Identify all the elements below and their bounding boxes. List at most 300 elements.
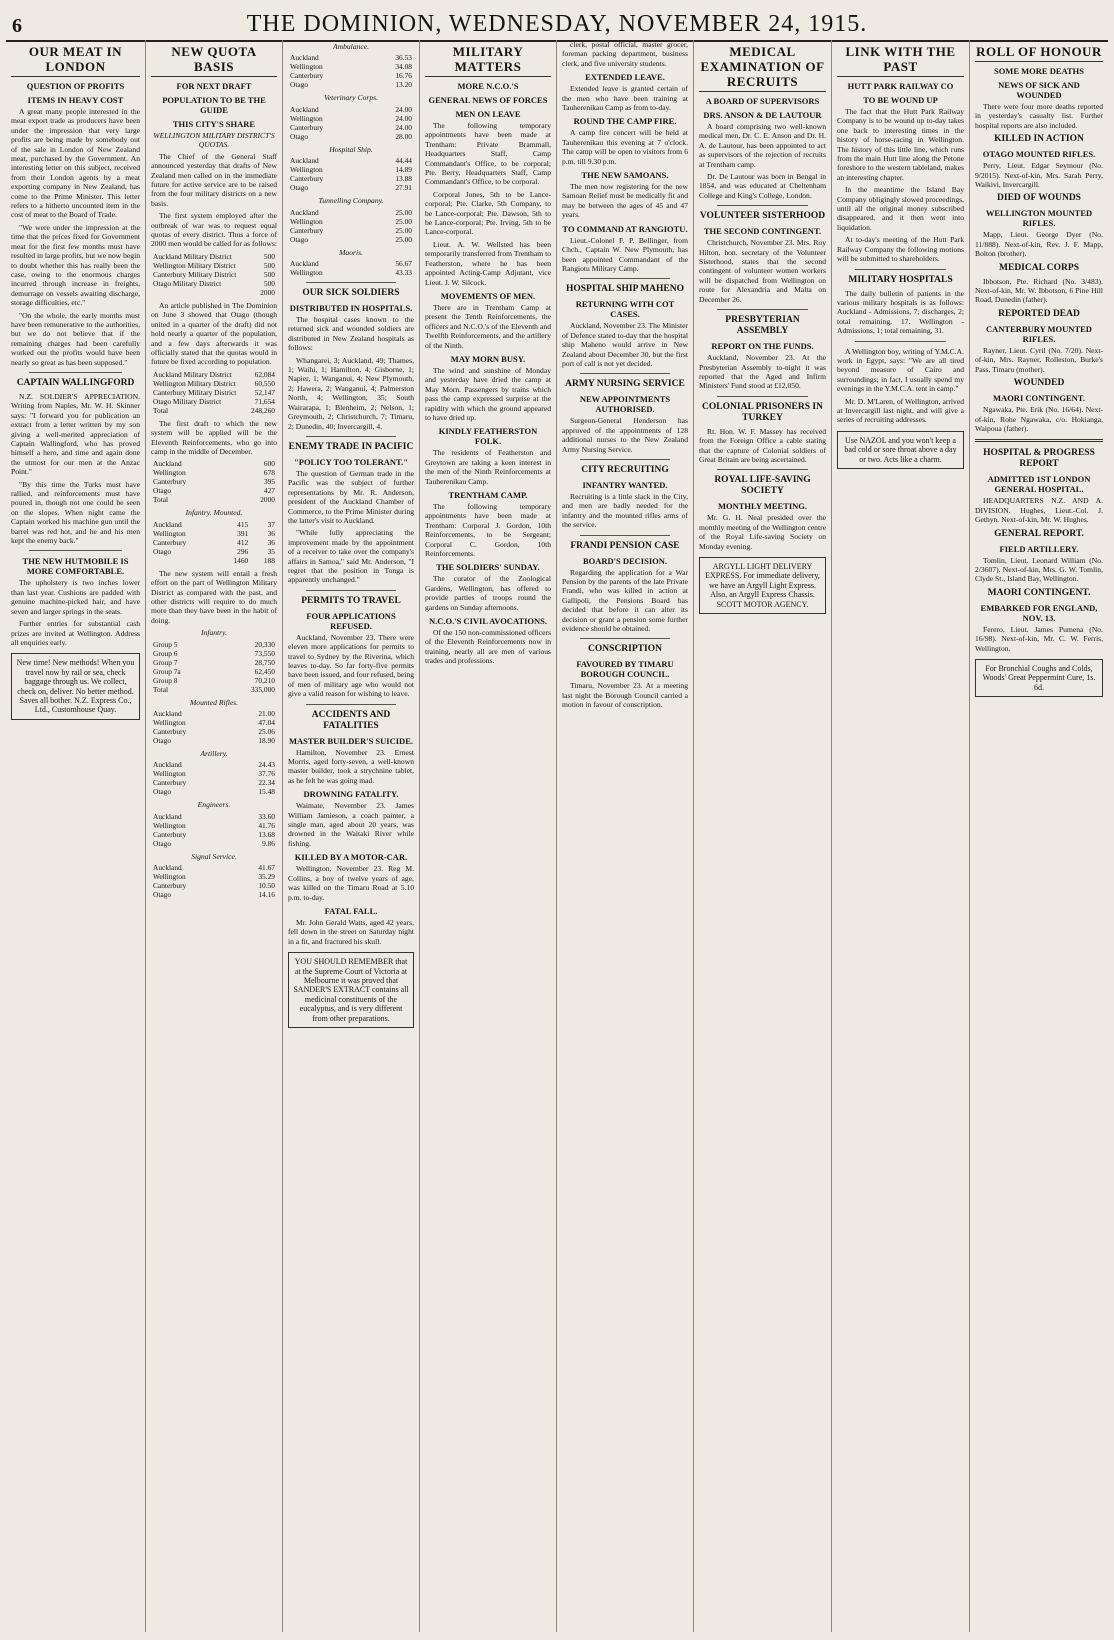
table-cell: 2000 bbox=[260, 287, 275, 297]
table-cell: 25.00 bbox=[395, 207, 412, 217]
table-row bbox=[151, 538, 277, 547]
table-cell: 24.43 bbox=[258, 760, 275, 770]
table-cell: 20,330 bbox=[254, 639, 275, 649]
paragraph: An article published in The Dominion on June 3 showed that Otago (though united in a quarter of the draft) did not hold nearly a quarter of the population, and a few days afterwards it was officially stated that the quotas would in future be fixed according to population. bbox=[151, 300, 277, 367]
table-cell: 391 bbox=[237, 528, 249, 538]
paragraph: Regarding the application for a War Pension by the parents of the late Private Frandi, who was killed in action at Gallipoli, the Pensions Board has decided that before it can alter its decision or grant a pension some further evidence should be obtained. bbox=[562, 567, 688, 634]
table-row bbox=[288, 156, 414, 165]
table-cell: 21.00 bbox=[258, 709, 275, 718]
paragraph: The hospital cases known to the returned sick and wounded soldiers are distributed in New Zealand hospitals as follows: bbox=[288, 315, 414, 353]
paragraph: Rayner, Lieut. Cyril (No. 7/20). Next-of-kin, Mrs. Rayner, Rolleston, Burke's Pass, Timaru (mother). bbox=[975, 345, 1103, 374]
subheadline: FATAL FALL. bbox=[324, 905, 378, 916]
headline: KILLED IN ACTION bbox=[994, 134, 1084, 145]
paragraph: The residents of Featherston and Greytown are taking a keen interest in the men of the Ninth Reinforcements at Tauherenikau Camp. bbox=[425, 448, 551, 486]
paragraph: At to-day's meeting of the Hutt Park Railway Company the following motions will be submitted to shareholders. bbox=[837, 235, 964, 264]
table-cell: Auckland bbox=[153, 760, 182, 770]
paragraph: Auckland, November 23. At the Presbyterian Assembly to-night it was reported that the Aged and Infirm Ministers' Fund stood at £12,050. bbox=[699, 353, 826, 391]
table-cell: 24.00 bbox=[395, 122, 412, 132]
subheadline: ITEMS IN HEAVY COST bbox=[27, 95, 124, 105]
table-cell: Auckland bbox=[153, 863, 182, 873]
masthead bbox=[6, 0, 1108, 42]
table-row bbox=[151, 379, 277, 388]
headline: MEDICAL EXAMINATION OF RECRUITS bbox=[699, 44, 826, 92]
subheadline: THIS CITY'S SHARE bbox=[172, 119, 256, 129]
paragraph: Auckland, November 23. There were eleven more applications for permits to travel to Sydney by the Riverina, which leaves to-day. So far forty-five permits have been issued, and four refused, being of men of military age who would not give a valid reason for wishing to leave. bbox=[288, 632, 414, 699]
table-row bbox=[151, 459, 277, 468]
subheadline: THE NEW HUTMOBILE IS MORE COMFORTABLE. bbox=[22, 556, 129, 577]
table-cell: Group 7 bbox=[153, 657, 178, 667]
table-cell: Otago bbox=[290, 131, 309, 141]
subheadline: TO BE WOUND UP bbox=[863, 95, 938, 105]
table-cell: Canterbury bbox=[153, 881, 187, 891]
table-cell: 10.50 bbox=[258, 881, 275, 891]
table-cell: Otago bbox=[153, 736, 172, 745]
paragraph: In the meantime the Island Bay Company obligingly slowed proceedings, until all the original money subscribed disappeared, and it then went into liquidation. bbox=[837, 185, 964, 232]
headline: PERMITS TO TRAVEL bbox=[301, 595, 401, 606]
page-number: 6 bbox=[12, 15, 22, 37]
paragraph: The wind and sunshine of Monday and yesterday have dried the camp at May Morn. Passengers by trains which pass the camp expressed surprise at the rapidity with which the ground appeared to have dried up. bbox=[425, 365, 551, 422]
paragraph: Hamilton, November 23. Ernest Morris, aged forty-seven, a well-known master builder, took a strychnine tablet, as he felt he was going mad. bbox=[288, 747, 414, 785]
headline: MAORI CONTINGENT. bbox=[987, 587, 1091, 598]
masthead-title: THE DOMINION, WEDNESDAY, NOVEMBER 24, 1915. bbox=[246, 11, 868, 37]
table-cell: 412 bbox=[237, 537, 249, 547]
percent-table bbox=[288, 53, 414, 89]
table-cell: 15.48 bbox=[258, 787, 275, 797]
table-row bbox=[288, 80, 414, 89]
table-cell: Otago bbox=[153, 890, 172, 900]
subheadline: CANTERBURY MOUNTED RIFLES. bbox=[986, 323, 1092, 344]
table-row bbox=[151, 252, 277, 261]
table-cell: Group 8 bbox=[153, 675, 178, 685]
paragraph: A board comprising two well-known medical men, Dr. C. E. Anson and Dr. H. A. de Lautour, has been appointed to act as supervisors of the rejection of recruits at Trentham camp. bbox=[699, 122, 826, 169]
subheadline: MASTER BUILDER'S SUICIDE. bbox=[289, 735, 413, 746]
table-cell: 41.67 bbox=[258, 863, 275, 873]
headline: ROLL OF HONOUR bbox=[975, 44, 1103, 62]
paragraph: Mapp, Lieut. George Dyer (No. 11/888). Next-of-kin, Rev. J. F. Mapp, Bolton (brother). bbox=[975, 230, 1103, 259]
table-cell: 13.88 bbox=[395, 174, 412, 184]
subheadline: FOUR APPLICATIONS REFUSED. bbox=[306, 610, 396, 631]
table-cell: Canterbury bbox=[290, 225, 324, 235]
subheadline: QUESTION OF PROFITS bbox=[26, 81, 125, 91]
paragraph: A camp fire concert will be held at Tauherenikau this evening at 7 o'clock. The camp will be open to visitors from 6 p.m. till 9.30 p.m. bbox=[562, 128, 688, 166]
advertisement: For Bronchial Coughs and Colds, Woods' Great Peppermint Cure, 1s. 6d. bbox=[975, 659, 1103, 697]
table-cell: Canterbury bbox=[153, 727, 187, 736]
paragraph: The Chief of the General Staff announced yesterday that drafts of New Zealand men called on in the immediate future for active service are to be raised from the four military districts on a new basis. bbox=[151, 151, 277, 208]
table-row bbox=[151, 397, 277, 406]
table-row bbox=[151, 718, 277, 727]
percent-table bbox=[151, 812, 277, 848]
table-cell: 14.16 bbox=[258, 890, 275, 900]
table-cell: 43.33 bbox=[395, 268, 412, 278]
table-cell: 415 bbox=[237, 519, 249, 529]
headline: CITY RECRUITING bbox=[581, 464, 669, 475]
table-cell: 335,000 bbox=[250, 684, 275, 694]
table-cell: 678 bbox=[263, 468, 275, 478]
table-cell: 500 bbox=[263, 269, 275, 279]
headline: MEDICAL CORPS bbox=[999, 262, 1079, 273]
table-cell: Total bbox=[153, 405, 169, 415]
headline: MILITARY MATTERS bbox=[425, 44, 551, 77]
table-row bbox=[288, 123, 414, 132]
table-cell: 427 bbox=[263, 486, 275, 496]
table-row bbox=[288, 174, 414, 183]
paragraph: Lieut. A. W. Wellsted has been temporarily transferred from Trentham to Featherston, where he has been appointed Acting-Camp Adjutant, vice Lieut. J. W. Silcock. bbox=[425, 239, 551, 287]
subheadline: EXTENDED LEAVE. bbox=[585, 72, 665, 83]
paragraph: "By this time the Turks must have rallied, and reinforcements must have poured in, though not one could be seen on the slopes. When night came the Captain worked his machine gun until the barrel was red hot, and he and his men kept the enemy back." bbox=[11, 479, 140, 546]
table-cell: 24.00 bbox=[395, 113, 412, 123]
table-cell: 28.00 bbox=[395, 131, 412, 141]
table-row bbox=[151, 288, 277, 297]
table-cell: 22.34 bbox=[258, 778, 275, 788]
paragraph: Ibbotson, Pte. Richard (No. 3/483). Next-of-kin, Mr. W. Ibbotson, 6 Pine Hill Road, Dunedin (father). bbox=[975, 276, 1103, 305]
subheadline: INFANTRY WANTED. bbox=[582, 479, 668, 490]
paragraph: "We were under the impression at the time that the prices fixed for Government meat for the first few months must have resulted in large profits, but we now begin to doubt whether this has really been the case, owing to the enormous charges incurred through increase in freights, demurrage on vessels awaiting discharge, storage difficulties, etc." bbox=[11, 222, 140, 308]
table-cell: Wellington Military District bbox=[153, 260, 236, 270]
table-cell: 35 bbox=[267, 546, 275, 556]
table-cell: Auckland bbox=[290, 259, 319, 269]
table-row bbox=[151, 787, 277, 796]
percent-table bbox=[151, 709, 277, 745]
subheadline: FOR NEXT DRAFT bbox=[176, 81, 252, 91]
table-row bbox=[288, 165, 414, 174]
paragraph: The daily bulletin of patients in the various military hospitals is as follows: Auckland - Admissions, 7; discharges, 2; total remaining, 17. Wellington - Admissions, 1; total remaining, 31. bbox=[837, 288, 964, 336]
table-row bbox=[151, 685, 277, 694]
table-cell: 34.08 bbox=[395, 62, 412, 72]
table-cell: 500 bbox=[263, 251, 275, 261]
subheadline: A BOARD OF SUPERVISORS bbox=[705, 96, 820, 106]
paragraph: Ferero, Lieut. James Pumena (No. 16/98). Next-of-kin, Mr. C. W. Ferris, Wellington. bbox=[975, 624, 1103, 653]
table-row bbox=[288, 208, 414, 217]
table-row bbox=[151, 370, 277, 379]
subheadline: GENERAL NEWS OF FORCES bbox=[428, 95, 548, 105]
column-4 bbox=[420, 40, 557, 1632]
advertisement: New time! New methods! When you travel now by rail or sea, check baggage through us. We collect, check on, deliver. No better method. Saves all bother. N.Z. Express Co., Ltd., Customhouse Quay. bbox=[11, 653, 140, 719]
paragraph: Surgeon-General Henderson has approved of the appointments of 128 additional nurses to the New Zealand Army Nursing Service. bbox=[562, 416, 688, 454]
headline: WOUNDED bbox=[1013, 378, 1065, 389]
table-cell: 1460 bbox=[233, 555, 249, 565]
table-row bbox=[151, 727, 277, 736]
paragraph: Tomlin, Lieut. Leonard William (No. 2/3607). Next-of-kin, Mrs. G. W. Tomlin, Clyde St., Island Bay, Wellington. bbox=[975, 555, 1103, 584]
subheadline: THE SOLDIERS' SUNDAY. bbox=[436, 562, 540, 573]
table-cell: 600 bbox=[263, 459, 275, 469]
paragraph: A Wellington boy, writing of Y.M.C.A. work in Egypt, says: "We are all tired beyond measure of Cairo and surroundings; in fact, I usually spend my evenings in the Y.M.C.A. tent in camp." bbox=[837, 346, 964, 394]
table-cell: Canterbury bbox=[153, 778, 187, 788]
table-cell: 33.60 bbox=[258, 811, 275, 821]
paragraph: Mr. G. H. Neal presided over the monthly meeting of the Wellington centre of the Royal Life-saving Society on Monday evening. bbox=[699, 513, 826, 551]
table-row bbox=[151, 769, 277, 778]
subheadline: OTAGO MOUNTED RIFLES. bbox=[982, 149, 1096, 160]
table-cell: 25.00 bbox=[395, 225, 412, 235]
table-cell bbox=[151, 288, 255, 297]
table-cell: Canterbury Military District bbox=[153, 269, 237, 279]
column-1 bbox=[6, 40, 146, 1632]
table-cell: Wellington bbox=[153, 468, 186, 478]
table-cell: Wellington bbox=[153, 820, 186, 830]
table-cell: 47.04 bbox=[258, 718, 275, 727]
subheadline: DRS. ANSON & DE LAUTOUR bbox=[703, 110, 822, 120]
table-cell bbox=[151, 556, 217, 565]
subheadline: MAORI CONTINGENT. bbox=[993, 393, 1085, 404]
table-row bbox=[151, 872, 277, 881]
table-cell: 14.89 bbox=[395, 165, 412, 175]
table-cell: Auckland Military District bbox=[153, 251, 232, 261]
paragraph: clerk, postal official, master grocer, foreman packing department, business clerk, and five university students. bbox=[562, 40, 688, 68]
subheadline: BOARD'S DECISION. bbox=[582, 555, 668, 566]
table-cell: 500 bbox=[263, 260, 275, 270]
headline: OUR MEAT IN LONDON bbox=[11, 44, 140, 77]
headline: VOLUNTEER SISTERHOOD bbox=[699, 211, 826, 222]
table-row bbox=[151, 406, 277, 415]
table-row bbox=[151, 667, 277, 676]
paragraph: The men now registering for the new Samoan Relief must be medically fit and may be between the ages of 45 and 47 years. bbox=[562, 182, 688, 220]
subheadline: MAY MORN BUSY. bbox=[450, 353, 526, 364]
headline: CONSCRIPTION bbox=[588, 644, 662, 655]
headline: MILITARY HOSPITALS bbox=[848, 274, 953, 285]
headline: ARMY NURSING SERVICE bbox=[565, 379, 685, 390]
table-cell: 36 bbox=[267, 537, 275, 547]
table-cell: Wellington bbox=[290, 113, 323, 123]
table-cell: 13.20 bbox=[395, 80, 412, 90]
table-row bbox=[151, 778, 277, 787]
paragraph: Of the 150 non-commissioned officers of the Eleventh Reinforcements now in training, nearly all are men of various trades and professions. bbox=[425, 628, 551, 666]
subheadline: REPORT ON THE FUNDS. bbox=[711, 341, 814, 352]
table-row bbox=[151, 640, 277, 649]
paragraph: Mr. D. M'Laren, of Wellington, arrived at Invercargill last night, and will give a series of recruiting addresses. bbox=[837, 396, 964, 425]
column-7 bbox=[832, 40, 970, 1632]
paragraph: Rt. Hon. W. F. Massey has received from the Foreign Office a cable stating that the capture of Colonial soldiers of Great Britain are being ascertained. bbox=[699, 426, 826, 464]
subheadline: MOVEMENTS OF MEN. bbox=[440, 290, 536, 301]
table-cell: 37 bbox=[267, 519, 275, 529]
subheadline: RETURNING WITH COT CASES. bbox=[575, 299, 675, 320]
paragraph: The first draft to which the new system will be applied will be the Eleventh Reinforcements, who go into camp in the middle of December. bbox=[151, 418, 277, 456]
column-5 bbox=[557, 40, 694, 1632]
headline: HOSPITAL & PROGRESS REPORT bbox=[983, 448, 1095, 470]
column-3: Ambulance. Auckland 36.53 Wellington 34.08 Canterbury 16.76 Otago 13.20 Veterinary Corps. Auckland 24.00 Wellington 24.00 Canterbury 24.00 Otago 28.00 Hospital Ship. Auckland 44.44 Wellington 14.89 Canterbury 13.88 Otago 27.91 Tunnelling Company. Auckland 25.00 Wellington 25.00 Canterbury 25.00 Otago 25.00 Maoris. Auckland 56.67 Wellington 43.33 OUR SICK SOLDIERS DISTRIBUTED IN HOSPITALS. The hospital cases known to the returned sick and wounded soldiers are distributed in New Zealand hospitals as follows: Whangarei, 3; Auckland, 49; Thames, 1; Waihi, 1; Hamilton, 4; Gisborne, 1; Napier, 1; Wanganui, 4; New Plymouth, 2; Hawera, 2; Wanganui, 4; Palmerston North, 4; Wellington, 35; South Wairarapa, 1; Blenheim, 2; Nelson, 1; Greymouth, 2; Christchurch, 7; Timaru, 2; Dunedin, 40; Invercargill, 4. ENEMY TRADE IN PACIFIC "POLICY TOO TOLERANT." The question of German trade in the Pacific was the subject of further representations by Mr. R. Anderson, president of the Auckland Chamber of Commerce, to the Prime Minister during the latter's visit to Auckland. "While fully appreciating the improvement made by the appointment of a receiver to take over the company's affairs in Samoa," said Mr. Anderson, "I regret that the position in Tonga is apparently unchanged." PERMITS TO TRAVEL FOUR APPLICATIONS REFUSED. Auckland, November 23. There were eleven more applications for permits to travel to Sydney by the Riverina, which leaves to-day. So far forty-five permits have been issued, and four refused, being of men of military age who would not give a valid reason for wishing to leave. ACCIDENTS AND FATALITIES MASTER BUILDER'S SUICIDE. Hamilton, November 23. Ernest Morris, aged forty-seven, a well-known master builder, took a strychnine tablet, as he felt he was going mad. DROWNING FATALITY. Waimate, November 23. James William Jamieson, a coach painter, a single man, aged about 20 years, was drowned in the Waitaki River while fishing. KILLED BY A MOTOR-CAR. Wellington, November 23. Reg M. Collins, a boy of twelve years of age, was killed on the Timaru Road at 5.10 p.m. to-day. FATAL FALL. Mr. John Gerald Watts, aged 42 years, fell down in the street on Saturday night in a fit, and fractured his skull. YOU SHOULD REMEMBER that at the Supreme Court of Victoria at Melbourne it was proved that SANDER'S EXTRACT contains all medicinal constituents of the eucalyptus, and is very different from other preparations. bbox=[283, 40, 420, 1632]
table-row bbox=[151, 520, 277, 529]
table-cell: 16.76 bbox=[395, 71, 412, 81]
table-cell: Auckland bbox=[153, 519, 182, 529]
subheadline: EMBARKED FOR ENGLAND, NOV. 13. bbox=[980, 602, 1098, 623]
headline: FRANDI PENSION CASE bbox=[570, 540, 680, 551]
table-cell: Total bbox=[153, 495, 169, 505]
table-cell: Group 7a bbox=[153, 666, 181, 676]
table-cell: 35.29 bbox=[258, 872, 275, 882]
table-cell: Otago bbox=[153, 787, 172, 797]
table-cell: Otago bbox=[153, 486, 172, 496]
table-cell: Canterbury bbox=[290, 122, 324, 132]
table-row bbox=[288, 268, 414, 277]
table-cell: 52,147 bbox=[254, 387, 275, 397]
subheadline: NEW APPOINTMENTS AUTHORISED. bbox=[579, 394, 671, 415]
table-cell: Auckland bbox=[153, 459, 182, 469]
table-cell: Canterbury bbox=[153, 829, 187, 839]
paragraph: Recruiting is a little slack in the City, and men are badly needed for the infantry and the mounted rifles arms of the service. bbox=[562, 491, 688, 530]
headline: CAPTAIN WALLINGFORD bbox=[16, 377, 135, 388]
column-8 bbox=[970, 40, 1108, 1632]
table-cell: 36 bbox=[267, 528, 275, 538]
table-cell: 62,084 bbox=[254, 369, 275, 379]
paragraph: The following temporary appointments have been made at Trentham: Corporal J. Gordon, 10th Reinforcements, to be Sergeant; Corporal C. Gordon, 10th Reinforcements. bbox=[425, 502, 551, 559]
headline: DIED OF WOUNDS bbox=[997, 193, 1081, 204]
percent-table bbox=[288, 259, 414, 277]
table-cell: 62,450 bbox=[254, 666, 275, 676]
table-cell: Wellington bbox=[153, 528, 186, 538]
table-cell: Group 6 bbox=[153, 648, 178, 658]
subheadline: KILLED BY A MOTOR-CAR. bbox=[294, 852, 408, 863]
paragraph: Wellington, November 23. Reg M. Collins, a boy of twelve years of age, was killed on the Timaru Road at 5.10 p.m. to-day. bbox=[288, 864, 414, 902]
table-cell: Total bbox=[153, 684, 169, 694]
table-cell: 70,210 bbox=[254, 675, 275, 685]
percent-table bbox=[151, 760, 277, 796]
table-cell: 37.76 bbox=[258, 769, 275, 779]
table-row bbox=[288, 132, 414, 141]
paragraph: HEADQUARTERS N.Z. AND A. DIVISION. Hughes, Lieut.-Col. J. Gethyn. Next-of-kin, Mr. W. Hughes. bbox=[975, 496, 1103, 525]
table-cell: 36.53 bbox=[395, 53, 412, 63]
headline: REPORTED DEAD bbox=[998, 308, 1080, 319]
advertisement: ARGYLL LIGHT DELIVERY EXPRESS. For immediate delivery, we have an Argyll Light Express. Also, an Argyll Express Chassis. SCOTT MOTOR AGENCY. bbox=[699, 557, 826, 614]
table-row bbox=[151, 468, 277, 477]
draft-table bbox=[151, 459, 277, 504]
table-cell: Otago bbox=[290, 80, 309, 90]
table-row bbox=[151, 547, 277, 556]
paragraph: The curator of the Zoological Gardens, Wellington, has offered to provide parties of troops round the gardens on Sunday afternoons. bbox=[425, 574, 551, 612]
table-cell: Canterbury Military District bbox=[153, 387, 237, 397]
subheadline: THE NEW SAMOANS. bbox=[581, 170, 669, 181]
paragraph: Whangarei, 3; Auckland, 49; Thames, 1; Waihi, 1; Hamilton, 4; Gisborne, 1; Napier, 1; Wanganui, 4; New Plymouth, 2; Hawera, 2; Wanganui, 4; Palmerston North, 4; Wellington, 35; South Wairarapa, 1; Blenheim, 2; Nelson, 1; Greymouth, 2; Christchurch, 7; Timaru, 2; Dunedin, 40; Invercargill, 4. bbox=[288, 355, 414, 431]
percent-table bbox=[151, 863, 277, 899]
percent-table bbox=[288, 208, 414, 244]
table-row bbox=[151, 388, 277, 397]
subheadline: MONTHLY MEETING. bbox=[717, 501, 808, 512]
table-row bbox=[288, 259, 414, 268]
table-cell: Auckland bbox=[153, 709, 182, 718]
table-cell: 44.44 bbox=[395, 156, 412, 166]
table-cell: Canterbury bbox=[290, 174, 324, 184]
paragraph: The new system will entail a fresh effort on the part of Wellington Military District as compared with the past, and other districts will require to do much more than they have been in the habit of doing. bbox=[151, 568, 277, 625]
headline: ROYAL LIFE-SAVING SOCIETY bbox=[714, 475, 811, 497]
table-cell: Otago bbox=[153, 546, 172, 556]
subheadline: KINDLY FEATHERSTON FOLK. bbox=[438, 426, 538, 447]
table-cell: 25.00 bbox=[395, 216, 412, 226]
percent-table bbox=[288, 156, 414, 192]
paragraph: The following temporary appointments have been made at Trentham: Private Brammall, Headquarters Staff, Camp Commandant's Office, to be corporal; Pte. Berry, Headquarters Staff, Camp Commandant's Office, to be corporal. bbox=[425, 121, 551, 187]
paragraph: Lieut.-Colonel F. P. Bellinger, from Chch., Captain W. New Plymouth, has been appointed Commandant of the Rangiotu Military Camp. bbox=[562, 235, 688, 273]
table-row bbox=[151, 863, 277, 872]
paragraph: A great many people interested in the meat export trade as producers have been under the impression that very large profits are being made by somebody out of the sale in London of New Zealand meat, purchased by the Government. An interesting letter on this subject, received from their London agents by a meat exporting company in New Zealand, has come to the Prime Minister. This letter refers to a hitherto uncounted item in the cost of meat to the Board of Trade. bbox=[11, 107, 140, 220]
headline: LINK WITH THE PAST bbox=[837, 44, 964, 77]
table-row bbox=[288, 235, 414, 244]
table-row bbox=[151, 279, 277, 288]
table-row bbox=[151, 709, 277, 718]
subheadline: DROWNING FATALITY. bbox=[303, 789, 399, 800]
table-row bbox=[151, 890, 277, 899]
table-row bbox=[151, 495, 277, 504]
table-cell: Wellington bbox=[290, 268, 323, 278]
paragraph: The fact that the Hutt Park Railway Company is to be wound up to-day takes one back to interesting times in the history of horse-racing in Wellington. The history of this little line, which runs from the main Hutt line along the Petone foreshore to the western tableland, makes an interesting chapter. bbox=[837, 107, 964, 182]
table-cell: Wellington bbox=[290, 165, 323, 175]
paragraph: Waimate, November 23. James William Jamieson, a coach painter, a single man, aged about 20 years, was drowned in the Waitaki River while fishing. bbox=[288, 801, 414, 848]
table-row bbox=[288, 183, 414, 192]
table-cell: Auckland bbox=[290, 104, 319, 114]
paragraph: The upholstery is two inches lower than last year. Cushions are padded with genuine machine-picked hair, and have seven and larger springs in the seats. bbox=[11, 578, 140, 616]
table-row bbox=[288, 71, 414, 80]
table-cell: 296 bbox=[237, 546, 249, 556]
table-cell: 60,550 bbox=[254, 378, 275, 388]
table-row bbox=[151, 477, 277, 486]
table-row bbox=[151, 830, 277, 839]
table-row bbox=[151, 676, 277, 685]
table-row bbox=[151, 812, 277, 821]
table-row bbox=[151, 658, 277, 667]
subheadline: N.C.O.'S CIVIL AVOCATIONS. bbox=[428, 616, 548, 627]
paragraph: Auckland, November 23. The Minister of Defence stated to-day that the hospital ship Maheno would arrive in New Zealand about December 30, but the first port of call is not yet decided. bbox=[562, 321, 688, 368]
table-cell: Otago Military District bbox=[153, 278, 222, 288]
table-cell: Auckland bbox=[290, 156, 319, 166]
table-row bbox=[288, 226, 414, 235]
headline: COLONIAL PRISONERS IN TURKEY bbox=[702, 401, 823, 423]
subheadline: ROUND THE CAMP FIRE. bbox=[573, 116, 677, 127]
advertisement: Use NAZOL and you won't keep a bad cold or sore throat above a day or two. Acts like a charm. bbox=[837, 431, 964, 469]
subheadline: SOME MORE DEATHS bbox=[993, 66, 1085, 76]
subheadline: FAVOURED BY TIMARU BOROUGH COUNCIL. bbox=[576, 659, 674, 680]
percent-table bbox=[288, 105, 414, 141]
table-cell: Otago bbox=[290, 234, 309, 244]
table-row bbox=[151, 556, 277, 565]
table-row bbox=[151, 486, 277, 495]
table-cell: 25.00 bbox=[395, 234, 412, 244]
table-row bbox=[151, 261, 277, 270]
paragraph: Mr. John Gerald Watts, aged 42 years, fell down in the street on Saturday night in a fit, and fractured his skull. bbox=[288, 917, 414, 946]
paragraph: There were four more deaths reported in yesterday's casualty list. Further hospital reports are also included. bbox=[975, 102, 1103, 130]
table-cell: Otago bbox=[153, 838, 172, 848]
paragraph: Christchurch, November 23. Mrs. Roy Hilton, hon. secretary of the Volunteer Sisterhood, states that the second contingent of volunteer women workers will be dispatched from Wellington on route for Alexandria and Malta on December 26. bbox=[699, 238, 826, 304]
table-cell: Canterbury bbox=[290, 71, 324, 81]
table-cell: Wellington Military District bbox=[153, 378, 236, 388]
subheadline: POPULATION TO BE THE GUIDE bbox=[162, 95, 266, 115]
table-cell: Auckland bbox=[290, 207, 319, 217]
subheadline: FIELD ARTILLERY. bbox=[999, 543, 1079, 554]
table-row bbox=[151, 821, 277, 830]
paragraph: The first system employed after the outbreak of war was to request equal quotas of every district. Thus a force of 2000 men would be called for as follows: bbox=[151, 211, 277, 249]
advertisement: YOU SHOULD REMEMBER that at the Supreme Court of Victoria at Melbourne it was proved that SANDER'S EXTRACT contains all medicinal constituents of the eucalyptus, and is very different from other preparations. bbox=[288, 952, 414, 1028]
table-cell: 500 bbox=[263, 278, 275, 288]
table-cell: 2000 bbox=[260, 495, 275, 505]
headline: OUR SICK SOLDIERS bbox=[302, 288, 400, 299]
subheadline: MORE N.C.O.'S bbox=[457, 81, 519, 91]
subheadline: NEWS OF SICK AND WOUNDED bbox=[998, 80, 1080, 100]
table-cell: 24.00 bbox=[395, 104, 412, 114]
table-row bbox=[151, 839, 277, 848]
headline: NEW QUOTA BASIS bbox=[151, 44, 277, 77]
table-row bbox=[151, 270, 277, 279]
paragraph: Ngawaka, Pte. Erik (No. 16/64). Next-of-kin, Rohe Ngawaka, c/o. Hokianga, Waipoua (father). bbox=[975, 405, 1103, 433]
paragraph: N.Z. SOLDIER'S APPRECIATION. Writing from Naples, Mr. W. H. Skinner says: "I forward you for publication an extract from a letter written by my son giving a well-merited appreciation of Captain Wallingford, who has proved himself a hero, and time and again done the utmost for our men at the Anzac Point." bbox=[11, 391, 140, 477]
subheadline: "POLICY TOO TOLERANT." bbox=[294, 456, 408, 467]
table-cell: 73,550 bbox=[254, 648, 275, 658]
table-cell: Wellington bbox=[290, 62, 323, 72]
table-row bbox=[151, 529, 277, 538]
table-cell: Otago Military District bbox=[153, 396, 222, 406]
table-cell: Otago bbox=[290, 183, 309, 193]
column-2: NEW QUOTA BASIS FOR NEXT DRAFT POPULATION TO BE THE GUIDE THIS CITY'S SHARE WELLINGTON MILITARY DISTRICT'S QUOTAS. The Chief of the General Staff announced yesterday that drafts of New Zealand men called on in the immediate future for active service are to be raised from the four military districts on a new basis. The first system employed after the outbreak of war was to request equal quotas of every district. Thus a force of 2000 men would be called for as follows: Auckland Military District 500 Wellington Military District 500 Canterbury Military District 500 Otago Military District 500 2000 An article published in The Dominion on June 3 showed that Otago (though united in a quarter of the draft) did not hold nearly a quarter of the population, and a few days afterwards it was officially stated that the quotas would in future be fixed according to population. Auckland Military District 62,084 Wellington Military District 60,550 Canterbury Military District 52,147 Otago Military District 71,654 Total 248,260 The first draft to which the new system will be applied will be the Eleventh Reinforcements, who go into camp in the middle of December. Auckland 600 Wellington 678 Canterbury 395 Otago 427 Total 2000 Infantry. Mounted. Auckland 415 37 Wellington 391 36 Canterbury 412 36 Otago 296 35 1460 188 The new system will entail a fresh effort on the part of Wellington Military District as compared with the past, and other districts will require to do much more than they have been in the habit of doing. Infantry. Group 5 20,330 Group 6 73,550 Group 7 28,750 Group 7a 62,450 Group 8 70,210 Total 335,000 Mounted Rifles. Auckland 21.00 Wellington 47.04 Canterbury 25.06 Otago 18.90 Artillery. Auckland 24.43 Wellington 37.76 Canterbury 22.34 Otago 15.48 Engineers. Auckland 33.60 Wellington 41.76 Canterbury 13.68 Otago 9.86 Signal Service. Auckland 41.67 Wellington 35.29 Canterbury 10.50 Otago 14.16 bbox=[146, 40, 283, 1632]
table-cell: Auckland Military District bbox=[153, 369, 232, 379]
table-cell: 395 bbox=[263, 477, 275, 487]
subheadline: ADMITTED 1ST LONDON GENERAL HOSPITAL. bbox=[987, 474, 1091, 495]
table-row bbox=[288, 217, 414, 226]
table-cell: Auckland bbox=[153, 811, 182, 821]
table-cell: 13.68 bbox=[258, 829, 275, 839]
table-row bbox=[151, 881, 277, 890]
